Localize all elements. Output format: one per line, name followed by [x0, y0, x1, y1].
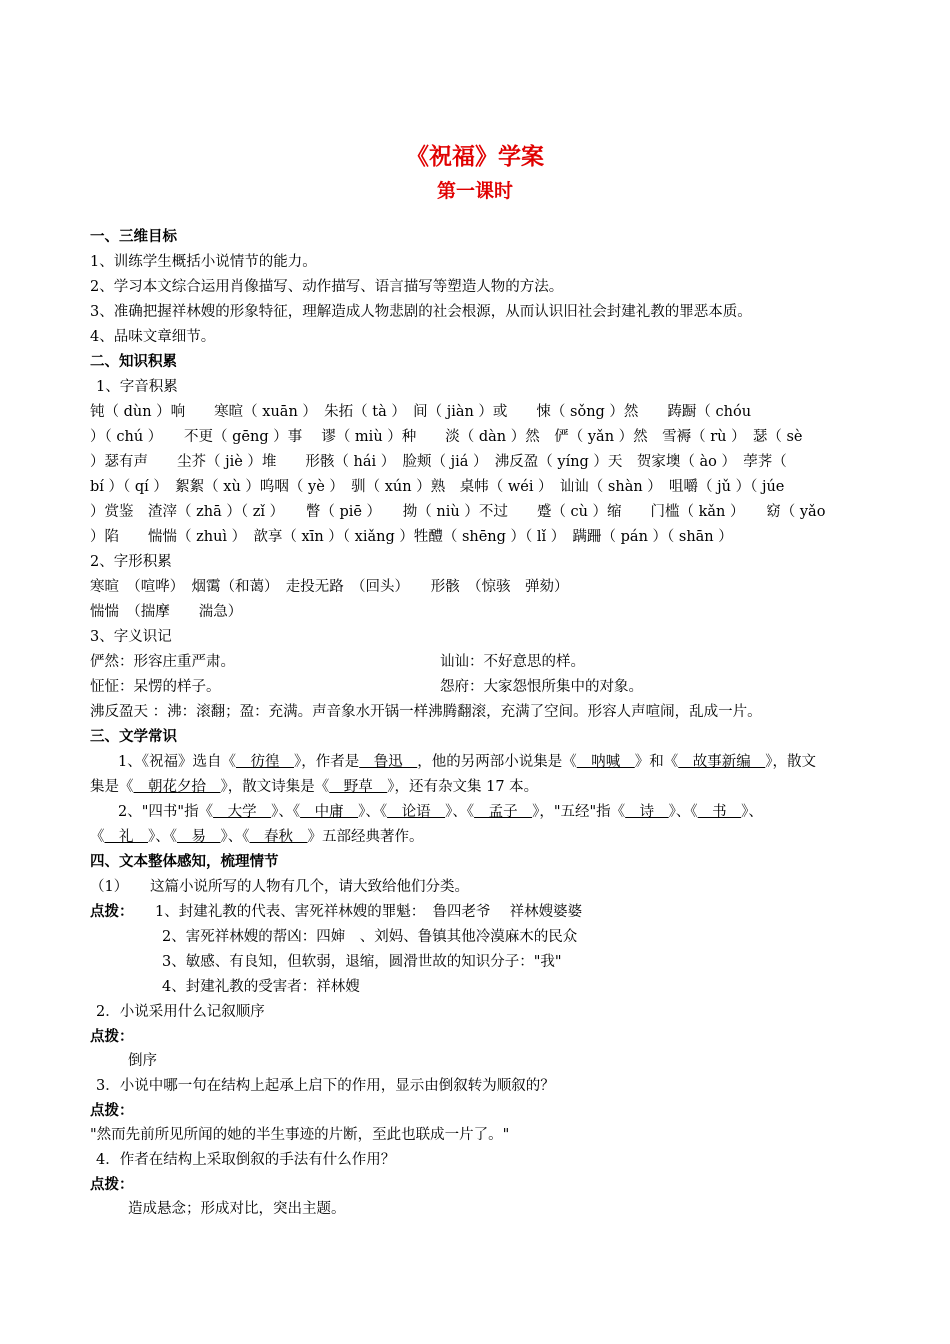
- section-heading-perception: 四、文本整体感知，梳理情节: [90, 854, 279, 870]
- text: 》，还有杂文集 17 本。: [387, 779, 539, 795]
- answer-blank: 春秋: [249, 829, 308, 845]
- meaning-feifanyingtian: 沸反盈天 ：沸：滚翻；盈：充满。声音象水开锅一样沸腾翻滚，充满了空间。形容人声喧闹，乱成一片。: [90, 704, 762, 720]
- section-heading-knowledge: 二、知识积累: [90, 354, 177, 370]
- hint-label: 点拨：: [90, 1029, 134, 1045]
- hint-label: 点拨：: [90, 904, 134, 920]
- literature-line-1: [118, 751, 816, 773]
- text: 》、《: [445, 804, 475, 820]
- shape-line: 寒暄 （喧哗） 烟霭（和蔼） 走投无路 （回头） 形骸 （惊骇 弹劾）: [90, 579, 569, 595]
- subheading-character-shape: 2、字形积累: [90, 554, 172, 570]
- pronunciation-line: ）赏鉴 渣滓（ zhā ）（ zǐ ） 瞥（ piē ） 拗（ niù ）不过 蹙（ cù ）缩 门槛（ kǎn ） 窈（ yǎo: [90, 504, 826, 520]
- answer-blank: 故事新编: [678, 754, 766, 770]
- meaning-zhengzheng: 怔怔：呆愣的样子。: [90, 679, 221, 695]
- text: 》、《: [668, 804, 698, 820]
- question-1: （1） 这篇小说所写的人物有几个，请大致给他们分类。: [90, 879, 469, 895]
- text: 》、《: [148, 829, 177, 845]
- page-title: 《祝福》学案: [406, 144, 544, 170]
- text: 《: [90, 829, 105, 845]
- answer-1-item: 4、封建礼教的受害者：祥林嫂: [162, 979, 360, 995]
- answer-blank: 鲁迅: [359, 754, 418, 770]
- pronunciation-line: ）陷 惴惴（ zhuì ） 歆享（ xīn ）（ xiǎng ）牲醴（ shēng ）（ lǐ ） 蹒跚（ pán ）（ shān ）: [90, 529, 733, 545]
- pronunciation-line: 钝（ dùn ）响 寒暄（ xuān ） 朱拓（ tà ） 间（ jiàn ）或 悚（ sǒng ）然 踌蹰（ chóu: [90, 404, 752, 420]
- answer-4: 造成悬念；形成对比，突出主题。: [128, 1201, 346, 1217]
- answer-blank: 书: [697, 804, 742, 820]
- meaning-line: [90, 651, 235, 673]
- text: 》，散文诗集是《: [220, 779, 330, 795]
- pronunciation-line: ）（ chú ） 不更（ gēng ）事 谬（ miù ）种 淡（ dàn ）然 俨（ yǎn ）然 雪褥（ rù ） 瑟（ sè: [90, 429, 803, 445]
- hint-label: 点拨：: [90, 1103, 134, 1119]
- answer-blank: 呐喊: [576, 754, 635, 770]
- answer-1-item: 3、敏感、有良知，但软弱，退缩，圆滑世故的知识分子："我": [162, 954, 562, 970]
- meaning-yanran: 俨然：形容庄重严肃。: [90, 654, 235, 670]
- text: 》、《: [358, 804, 388, 820]
- text: 集是《: [90, 779, 134, 795]
- text: 》五部经典著作。: [307, 829, 424, 845]
- meaning-yuanfu: 怨府：大家怨恨所集中的对象。: [440, 679, 643, 695]
- text: 2、"四书"指《: [118, 804, 214, 820]
- answer-blank: 礼: [104, 829, 148, 845]
- literature-line-4: [90, 826, 424, 848]
- answer-blank: 野草: [329, 779, 388, 795]
- text: 》和《: [634, 754, 679, 770]
- text: 》，散文: [765, 754, 816, 770]
- answer-2: 倒序: [128, 1053, 157, 1069]
- section-heading-goals: 一、三维目标: [90, 229, 177, 245]
- answer-blank: 彷徨: [235, 754, 294, 770]
- page-subtitle: 第一课时: [436, 180, 513, 202]
- pronunciation-line: bí ）（ qí ） 絮絮（ xù ）呜咽（ yè ） 驯（ xún ）熟 桌帏（ wéi ） 讪讪（ shàn ） 咀嚼（ jǔ ）（ júe: [90, 479, 785, 495]
- section-heading-literature: 三、文学常识: [90, 729, 177, 745]
- question-2: 2．小说采用什么记叙顺序: [96, 1004, 265, 1020]
- text: 1、《祝福》选自《: [118, 754, 236, 770]
- text: 》、《: [220, 829, 250, 845]
- goal-item: 2、学习本文综合运用肖像描写、动作描写、语言描写等塑造人物的方法。: [90, 279, 564, 295]
- answer-blank: 朝花夕拾: [133, 779, 221, 795]
- question-3: 3．小说中哪一句在结构上起承上启下的作用，显示由倒叙转为顺叙的？: [96, 1078, 555, 1094]
- question-4: 4．作者在结构上采取倒叙的手法有什么作用？: [96, 1152, 396, 1168]
- subheading-pronunciation: 1、字音积累: [96, 379, 178, 395]
- text: 》、: [741, 804, 763, 820]
- pronunciation-line: ）瑟有声 尘芥（ jiè ）堆 形骸（ hái ） 脸颊（ jiá ） 沸反盈（ yíng ）天 贺家墺（ ào ） 荸荠（: [90, 454, 787, 470]
- answer-blank: 大学: [213, 804, 272, 820]
- text: 》，作者是: [293, 754, 360, 770]
- text: 》，"五经"指《: [532, 804, 626, 820]
- goal-item: 3、准确把握祥林嫂的形象特征，理解造成人物悲剧的社会根源，从而认识旧社会封建礼教的罪恶本质。: [90, 304, 752, 320]
- shape-line: 惴惴 （揣摩 湍急）: [90, 604, 243, 620]
- answer-3: "然而先前所见所闻的她的半生事迹的片断，至此也联成一片了。": [90, 1127, 510, 1143]
- text: 》、《: [271, 804, 301, 820]
- answer-blank: 论语: [387, 804, 446, 820]
- answer-1-item: 2、害死祥林嫂的帮凶：四婶 、刘妈、鲁镇其他冷漠麻木的民众: [162, 929, 578, 945]
- literature-line-2: [90, 776, 538, 798]
- goal-item: 1、训练学生概括小说情节的能力。: [90, 254, 317, 270]
- text: ，他的另两部小说集是《: [417, 754, 577, 770]
- hint-label: 点拨：: [90, 1177, 134, 1193]
- subheading-meaning: 3、字义识记: [90, 629, 172, 645]
- answer-blank: 中庸: [300, 804, 359, 820]
- meaning-shanshan: 讪讪：不好意思的样。: [440, 654, 585, 670]
- answer-1-item: 1、封建礼教的代表、害死祥林嫂的罪魁： 鲁四老爷 祥林嫂婆婆: [155, 904, 583, 920]
- goal-item: 4、品味文章细节。: [90, 329, 216, 345]
- answer-blank: 易: [177, 829, 221, 845]
- answer-blank: 孟子: [474, 804, 533, 820]
- literature-line-3: [118, 801, 763, 823]
- answer-blank: 诗: [625, 804, 669, 820]
